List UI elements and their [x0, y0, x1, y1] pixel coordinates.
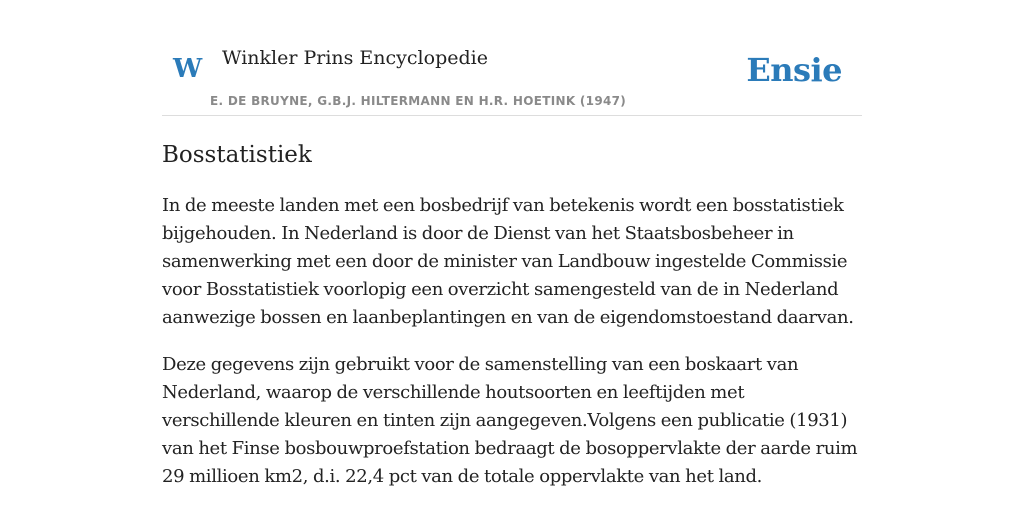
ensie-logo[interactable]: Ensie [746, 51, 842, 89]
article-body [162, 192, 862, 510]
article-paragraph: In de meeste landen met een bosbedrijf van betekenis wordt een bosstatistiek bijgehouden. In Nederland is door de Dienst van het Staatsbosbeheer in samenwerking met een door de minister van Landbouw ingestelde Commissie voor Bosstatistiek voorlopig een overzicht samengesteld van de in Nederland aanwezige bossen en laanbeplantingen en van de eigendomstoestand daarvan. [162, 195, 854, 328]
page [162, 0, 862, 512]
header [162, 0, 862, 116]
article-paragraph: Deze gegevens zijn gebruikt voor de samenstelling van een boskaart van Nederland, waarop de verschillende houtsoorten en leeftijden met verschillende kleuren en tinten zijn aangegeven.Volgens een publicatie (1931) van het Finse bosbouwproefstation bedraagt de bosoppervlakte der aarde ruim 29 millioen km2, d.i. 22,4 pct van de totale oppervlakte van het land. [162, 354, 858, 487]
winkler-prins-logo[interactable]: W [173, 54, 203, 84]
article-title: Bosstatistiek [162, 142, 312, 168]
authors-credit: E. DE BRUYNE, G.B.J. HILTERMANN EN H.R. HOETINK (1947) [210, 94, 627, 108]
site-title[interactable]: Winkler Prins Encyclopedie [222, 47, 488, 69]
